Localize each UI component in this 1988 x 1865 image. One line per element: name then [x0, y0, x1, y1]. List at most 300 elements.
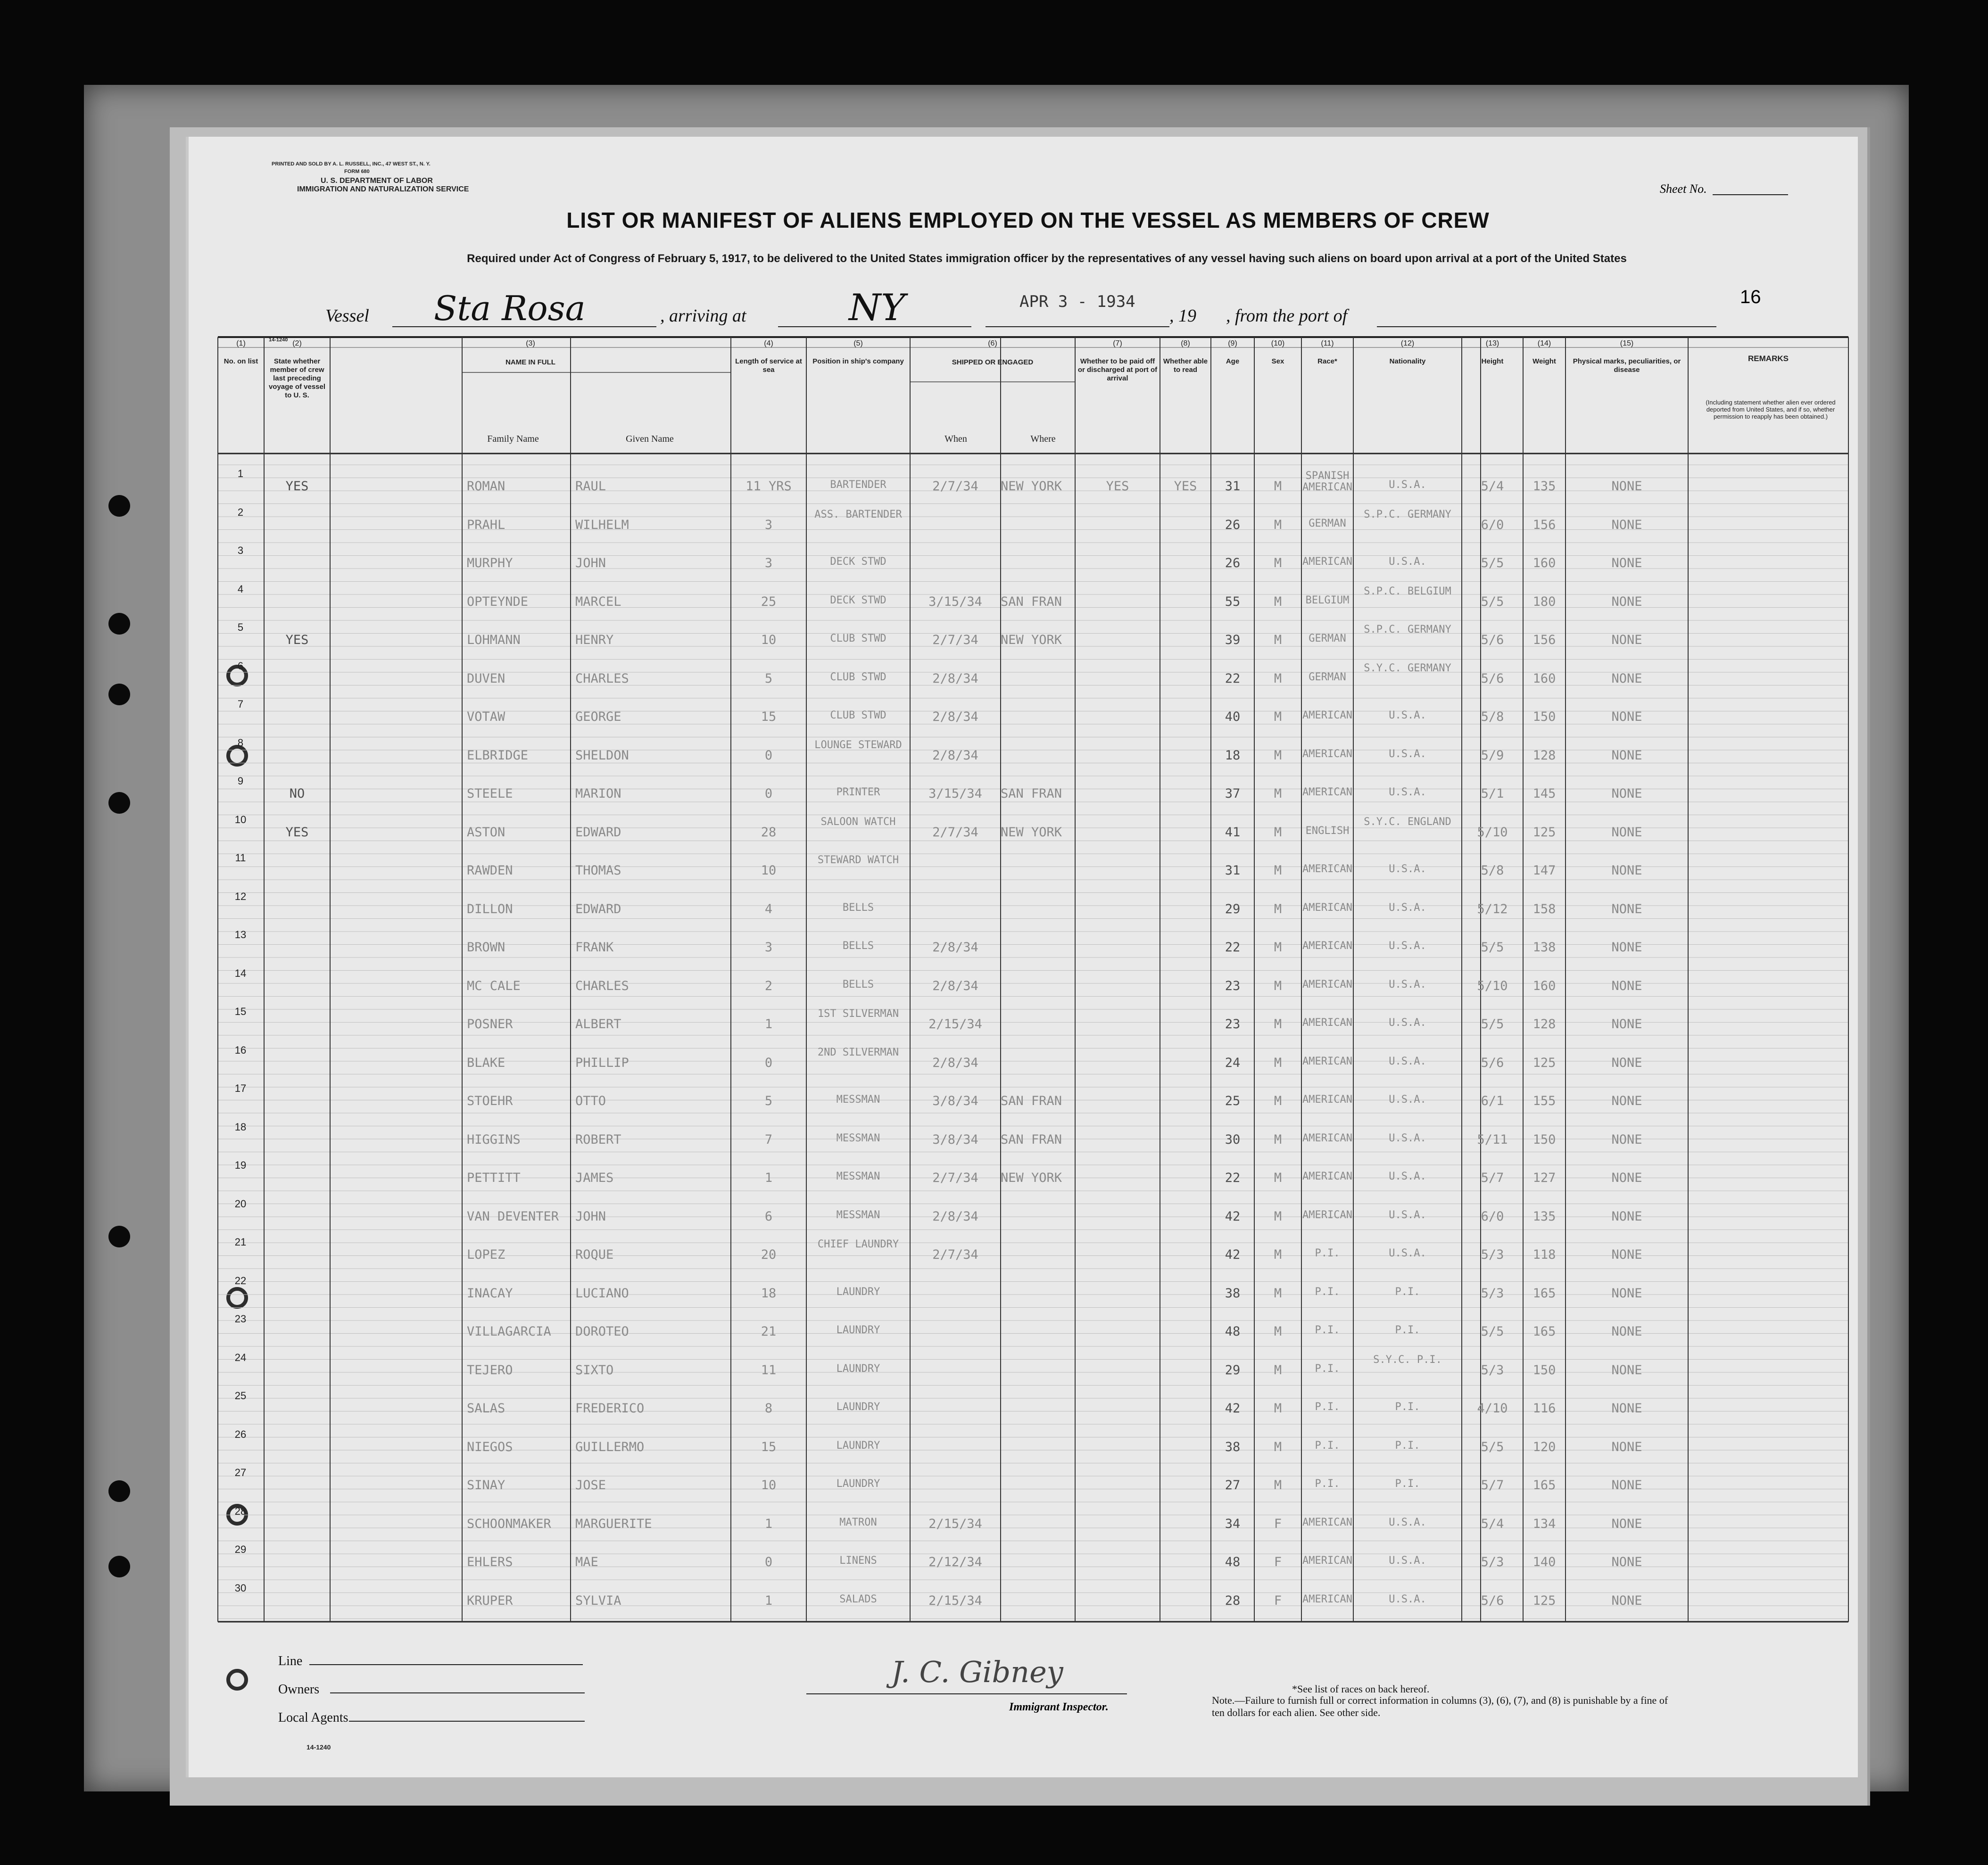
family-name-cell: LOHMANN: [467, 633, 521, 647]
given-name-cell: JOHN: [575, 556, 606, 570]
nationality-cell: U.S.A.: [1389, 978, 1426, 990]
height-cell: 5/5: [1481, 1439, 1504, 1454]
column-number: (6): [988, 339, 997, 347]
height-cell: 5/5: [1481, 1017, 1504, 1032]
race-cell: AMERICAN: [1302, 1516, 1352, 1528]
row-number: 14: [234, 967, 247, 979]
position-cell: LAUNDRY: [836, 1401, 880, 1413]
physical-marks-cell: NONE: [1611, 556, 1642, 570]
column-header: Race*: [1317, 357, 1337, 365]
nationality-cell: S.Y.C. ENGLAND: [1364, 816, 1451, 828]
position-cell: MESSMAN: [836, 1094, 880, 1106]
shipped-when-cell: 2/7/34: [932, 1171, 978, 1185]
owners-fill-line: [330, 1692, 585, 1693]
physical-marks-cell: NONE: [1611, 1555, 1642, 1569]
given-name-cell: ROBERT: [575, 1132, 621, 1147]
nationality-cell: S.P.C. GERMANY: [1364, 508, 1451, 520]
height-cell: 6/0: [1481, 1209, 1504, 1224]
race-cell: AMERICAN: [1302, 863, 1352, 875]
nationality-cell: U.S.A.: [1389, 786, 1426, 798]
given-name-cell: MAE: [575, 1555, 598, 1569]
family-name-cell: POSNER: [467, 1017, 513, 1032]
service-length-cell: 0: [764, 1055, 773, 1070]
row-number: 2: [237, 506, 244, 518]
physical-marks-cell: NONE: [1611, 710, 1642, 724]
row-number: 22: [234, 1274, 247, 1287]
column-header: Nationality: [1389, 357, 1426, 365]
weight-cell: 165: [1532, 1324, 1556, 1339]
family-name-cell: DILLON: [467, 901, 513, 916]
physical-marks-cell: NONE: [1611, 633, 1642, 647]
column-header: State whether member of crew last preceding voyage of vessel to U. S.: [268, 357, 326, 399]
given-name-cell: EDWARD: [575, 901, 621, 916]
physical-marks-cell: NONE: [1611, 671, 1642, 686]
sex-cell: M: [1274, 556, 1282, 570]
physical-marks-cell: NONE: [1611, 1439, 1642, 1454]
weight-cell: 150: [1532, 710, 1556, 724]
given-name-cell: OTTO: [575, 1094, 606, 1108]
family-name-cell: PRAHL: [467, 517, 505, 532]
sex-cell: F: [1274, 1555, 1282, 1569]
given-name-cell: ROQUE: [575, 1247, 614, 1262]
service-length-cell: 0: [764, 1555, 773, 1569]
paid-off-cell: YES: [1106, 479, 1129, 494]
immigrant-inspector-label: Immigrant Inspector.: [1009, 1701, 1109, 1713]
line-label: Line: [278, 1654, 303, 1668]
physical-marks-cell: NONE: [1611, 479, 1642, 494]
nationality-cell: U.S.A.: [1389, 1555, 1426, 1567]
given-name-cell: JOSE: [575, 1478, 606, 1493]
sex-cell: M: [1274, 1017, 1282, 1032]
shipped-where-cell: SAN FRAN: [1001, 786, 1062, 801]
position-cell: CLUB STWD: [830, 710, 886, 721]
shipped-when-cell: 3/8/34: [932, 1094, 978, 1108]
nationality-cell: U.S.A.: [1389, 1171, 1426, 1182]
row-number: 25: [234, 1390, 247, 1402]
family-name-cell: STOEHR: [467, 1094, 513, 1108]
height-cell: 5/8: [1481, 710, 1504, 724]
weight-cell: 160: [1532, 978, 1556, 993]
race-cell: ENGLISH: [1305, 825, 1350, 837]
shipped-where-cell: NEW YORK: [1001, 1171, 1062, 1185]
shipped-where-cell: SAN FRAN: [1001, 1132, 1062, 1147]
nationality-cell: U.S.A.: [1389, 1055, 1426, 1067]
nationality-cell: U.S.A.: [1389, 901, 1426, 914]
physical-marks-cell: NONE: [1611, 978, 1642, 993]
column-number: (11): [1321, 339, 1334, 347]
family-name-cell: MC CALE: [467, 978, 521, 993]
shipped-when-cell: 2/8/34: [932, 671, 978, 686]
family-name-cell: SINAY: [467, 1478, 505, 1493]
nationality-cell: U.S.A.: [1389, 940, 1426, 952]
age-cell: 40: [1225, 710, 1241, 724]
position-cell: DECK STWD: [830, 556, 886, 568]
position-cell: LOUNGE STEWARD: [814, 739, 902, 751]
column-header: Whether to be paid off or discharged at port of arrival: [1077, 357, 1158, 382]
nationality-cell: U.S.A.: [1389, 1247, 1426, 1259]
shipped-when-cell: 2/12/34: [928, 1555, 982, 1569]
row-number: 5: [237, 621, 244, 633]
sex-cell: M: [1274, 786, 1282, 801]
weight-cell: 145: [1532, 786, 1556, 801]
service-name: IMMIGRATION AND NATURALIZATION SERVICE: [297, 185, 469, 193]
physical-marks-cell: NONE: [1611, 1286, 1642, 1301]
column-header: No. on list: [224, 357, 258, 365]
height-cell: 5/6: [1481, 1593, 1504, 1608]
sex-cell: M: [1274, 671, 1282, 686]
height-cell: 6/1: [1481, 1094, 1504, 1108]
shipped-when-cell: 2/15/34: [928, 1017, 982, 1032]
sex-cell: M: [1274, 1478, 1282, 1493]
family-name-cell: INACAY: [467, 1286, 513, 1301]
service-length-cell: 0: [764, 786, 773, 801]
from-port-label: , from the port of: [1226, 306, 1348, 326]
race-cell: AMERICAN: [1302, 556, 1352, 568]
family-name-cell: BROWN: [467, 940, 505, 955]
given-name-cell: EDWARD: [575, 825, 621, 840]
row-number: 15: [234, 1006, 247, 1017]
given-name-cell: PHILLIP: [575, 1055, 629, 1070]
inspector-signature: J. C. Gibney: [891, 1655, 1063, 1689]
shipped-when-cell: 2/8/34: [932, 1209, 978, 1224]
race-cell: GERMAN: [1309, 633, 1346, 644]
given-name-cell: MARION: [575, 786, 621, 801]
sex-cell: M: [1274, 594, 1282, 609]
race-cell: AMERICAN: [1302, 1094, 1352, 1106]
physical-marks-cell: NONE: [1611, 1247, 1642, 1262]
remarks-note: (Including statement whether alien ever ordered deported from United States, and if so, whether permission to reapply has been obtained.): [1706, 399, 1836, 420]
row-number: 6: [237, 660, 244, 672]
service-length-cell: 0: [764, 748, 773, 763]
previous-voyage-cell: YES: [285, 825, 309, 840]
row-number: 16: [234, 1044, 247, 1056]
age-cell: 34: [1225, 1516, 1241, 1531]
given-name-cell: SHELDON: [575, 748, 629, 763]
owners-label: Owners: [278, 1682, 320, 1697]
service-length-cell: 28: [761, 825, 777, 840]
column-number: (7): [1113, 339, 1122, 347]
weight-cell: 150: [1532, 1362, 1556, 1378]
row-number: 12: [234, 890, 247, 902]
manifest-page: [186, 137, 1858, 1777]
weight-cell: 140: [1532, 1555, 1556, 1569]
physical-marks-cell: NONE: [1611, 901, 1642, 916]
age-cell: 31: [1225, 479, 1241, 494]
weight-cell: 156: [1532, 633, 1556, 647]
given-name-cell: CHARLES: [575, 671, 629, 686]
age-cell: 29: [1225, 1362, 1241, 1378]
row-number: 21: [234, 1236, 247, 1248]
row-number: 1: [237, 468, 244, 479]
height-cell: 5/9: [1481, 748, 1504, 763]
family-name-cell: BLAKE: [467, 1055, 505, 1070]
nationality-cell: P.I.: [1395, 1401, 1420, 1413]
sex-cell: F: [1274, 1516, 1282, 1531]
shipped-when-cell: 2/7/34: [932, 1247, 978, 1262]
manifest-table-grid: [189, 137, 1858, 1777]
position-cell: SALADS: [839, 1593, 877, 1605]
where-subheader: Where: [1030, 434, 1056, 444]
column-number: (5): [853, 339, 863, 347]
race-cell: AMERICAN: [1302, 748, 1352, 760]
age-cell: 42: [1225, 1247, 1241, 1262]
form-code-top: 14-1240: [269, 337, 288, 343]
column-header: Whether able to read: [1163, 357, 1208, 374]
binder-hole-icon: [108, 613, 130, 635]
row-number: 17: [234, 1082, 247, 1094]
physical-marks-cell: NONE: [1611, 825, 1642, 840]
given-name-cell: FREDERICO: [575, 1401, 645, 1416]
nationality-cell: U.S.A.: [1389, 556, 1426, 568]
family-name-subheader: Family Name: [487, 434, 539, 444]
sex-cell: M: [1274, 1132, 1282, 1147]
service-length-cell: 4: [764, 901, 773, 916]
race-cell: P.I.: [1315, 1401, 1340, 1413]
binder-hole-icon: [108, 684, 130, 705]
race-cell: GERMAN: [1309, 671, 1346, 683]
physical-marks-cell: NONE: [1611, 940, 1642, 955]
row-number: 20: [234, 1197, 247, 1210]
service-length-cell: 11: [761, 1362, 777, 1378]
age-cell: 48: [1225, 1324, 1241, 1339]
nationality-cell: P.I.: [1395, 1286, 1420, 1298]
service-length-cell: 11 YRS: [746, 479, 792, 494]
height-cell: 5/5: [1481, 940, 1504, 955]
height-cell: 5/1: [1481, 786, 1504, 801]
race-cell: P.I.: [1315, 1439, 1340, 1452]
races-note: *See list of races on back hereof.: [1292, 1683, 1430, 1695]
given-name-cell: JOHN: [575, 1209, 606, 1224]
height-cell: 5/5: [1481, 594, 1504, 609]
shipped-when-cell: 2/15/34: [928, 1593, 982, 1608]
column-header: Length of service at sea: [735, 357, 802, 374]
age-cell: 18: [1225, 748, 1241, 763]
column-number: (10): [1271, 339, 1285, 347]
race-cell: AMERICAN: [1302, 1017, 1352, 1029]
year-label: , 19: [1169, 306, 1196, 326]
physical-marks-cell: NONE: [1611, 517, 1642, 532]
age-cell: 22: [1225, 671, 1241, 686]
sheet-number-label: Sheet No.: [1660, 182, 1707, 196]
height-cell: 5/3: [1481, 1362, 1504, 1378]
position-cell: BELLS: [842, 978, 874, 990]
shipped-when-cell: 2/8/34: [932, 710, 978, 724]
given-name-cell: ALBERT: [575, 1017, 621, 1032]
physical-marks-cell: NONE: [1611, 1017, 1642, 1032]
sex-cell: M: [1274, 1324, 1282, 1339]
position-cell: STEWARD WATCH: [817, 854, 899, 866]
service-length-cell: 5: [764, 671, 773, 686]
race-cell: P.I.: [1315, 1324, 1340, 1336]
row-number: 3: [237, 545, 244, 556]
height-cell: 5/5: [1481, 556, 1504, 570]
service-length-cell: 15: [761, 710, 777, 724]
race-cell: AMERICAN: [1302, 978, 1352, 990]
physical-marks-cell: NONE: [1611, 1132, 1642, 1147]
signature-line: [806, 1693, 1127, 1694]
sex-cell: M: [1274, 825, 1282, 840]
service-length-cell: 3: [764, 556, 773, 570]
nationality-cell: P.I.: [1395, 1439, 1420, 1452]
physical-marks-cell: NONE: [1611, 1516, 1642, 1531]
column-number: (8): [1181, 339, 1190, 347]
race-cell: AMERICAN: [1302, 940, 1352, 952]
arriving-label: , arriving at: [660, 306, 746, 326]
weight-cell: 128: [1532, 748, 1556, 763]
column-header: Age: [1226, 357, 1240, 365]
physical-marks-cell: NONE: [1611, 1171, 1642, 1185]
column-number: (14): [1537, 339, 1551, 347]
position-cell: LAUNDRY: [836, 1324, 880, 1336]
row-number: 30: [234, 1582, 247, 1594]
given-name-cell: MARCEL: [575, 594, 621, 609]
column-header: NAME IN FULL: [505, 358, 555, 366]
age-cell: 39: [1225, 633, 1241, 647]
given-name-cell: GEORGE: [575, 710, 621, 724]
position-cell: LAUNDRY: [836, 1286, 880, 1298]
printer-line: PRINTED AND SOLD BY A. L. RUSSELL, INC., 47 WEST ST., N. Y.: [272, 161, 431, 167]
service-length-cell: 5: [764, 1094, 773, 1108]
column-header: REMARKS: [1748, 354, 1789, 363]
weight-cell: 150: [1532, 1132, 1556, 1147]
shipped-when-cell: 2/8/34: [932, 748, 978, 763]
age-cell: 25: [1225, 1094, 1241, 1108]
nationality-cell: U.S.A.: [1389, 1593, 1426, 1605]
race-cell: AMERICAN: [1302, 901, 1352, 914]
age-cell: 23: [1225, 1017, 1241, 1032]
height-cell: 4/10: [1477, 1401, 1508, 1416]
family-name-cell: ASTON: [467, 825, 505, 840]
age-cell: 26: [1225, 556, 1241, 570]
nationality-cell: U.S.A.: [1389, 710, 1426, 721]
height-cell: 5/3: [1481, 1247, 1504, 1262]
service-length-cell: 1: [764, 1171, 773, 1185]
service-length-cell: 21: [761, 1324, 777, 1339]
weight-cell: 116: [1532, 1401, 1556, 1416]
nationality-cell: S.P.C. GERMANY: [1364, 624, 1451, 635]
race-cell: AMERICAN: [1302, 1209, 1352, 1221]
row-number: 11: [235, 852, 246, 864]
age-cell: 22: [1225, 940, 1241, 955]
sex-cell: M: [1274, 1401, 1282, 1416]
race-cell: AMERICAN: [1302, 1593, 1352, 1605]
nationality-cell: U.S.A.: [1389, 1132, 1426, 1144]
given-name-cell: RAUL: [575, 479, 606, 494]
nationality-cell: U.S.A.: [1389, 863, 1426, 875]
given-name-cell: GUILLERMO: [575, 1439, 645, 1454]
sex-cell: M: [1274, 517, 1282, 532]
service-length-cell: 10: [761, 863, 777, 878]
race-cell: P.I.: [1315, 1362, 1340, 1375]
weight-cell: 155: [1532, 1094, 1556, 1108]
height-cell: 5/7: [1481, 1171, 1504, 1185]
given-name-cell: THOMAS: [575, 863, 621, 878]
weight-cell: 120: [1532, 1439, 1556, 1454]
physical-marks-cell: NONE: [1611, 1401, 1642, 1416]
column-number: (3): [526, 339, 535, 347]
given-name-cell: SIXTO: [575, 1362, 614, 1378]
family-name-cell: LOPEZ: [467, 1247, 505, 1262]
column-header: Height: [1481, 357, 1504, 365]
service-length-cell: 1: [764, 1017, 773, 1032]
physical-marks-cell: NONE: [1611, 594, 1642, 609]
sex-cell: M: [1274, 748, 1282, 763]
height-cell: 5/11: [1477, 1132, 1508, 1147]
age-cell: 23: [1225, 978, 1241, 993]
service-length-cell: 7: [764, 1132, 773, 1147]
row-number: 23: [234, 1313, 247, 1325]
sex-cell: F: [1274, 1593, 1282, 1608]
height-cell: 5/6: [1481, 1055, 1504, 1070]
service-length-cell: 6: [764, 1209, 773, 1224]
sex-cell: M: [1274, 710, 1282, 724]
previous-voyage-cell: YES: [285, 479, 309, 494]
weight-cell: 147: [1532, 863, 1556, 878]
weight-cell: 127: [1532, 1171, 1556, 1185]
row-number: 4: [237, 583, 244, 595]
position-cell: MESSMAN: [836, 1132, 880, 1144]
penalty-note: Note.—Failure to furnish full or correct information in columns (3), (6), (7), and (8) is punishable by a fine of ten dollars for each alien. See other side.: [1212, 1694, 1668, 1718]
shipped-when-cell: 2/8/34: [932, 940, 978, 955]
weight-cell: 125: [1532, 825, 1556, 840]
nationality-cell: S.Y.C. GERMANY: [1364, 662, 1451, 674]
age-cell: 42: [1225, 1209, 1241, 1224]
age-cell: 38: [1225, 1286, 1241, 1301]
sex-cell: M: [1274, 901, 1282, 916]
age-cell: 37: [1225, 786, 1241, 801]
race-cell: AMERICAN: [1302, 710, 1352, 721]
row-number: 19: [234, 1159, 247, 1171]
height-cell: 5/6: [1481, 633, 1504, 647]
weight-cell: 135: [1532, 479, 1556, 494]
form-number: FORM 680: [344, 169, 370, 174]
age-cell: 27: [1225, 1478, 1241, 1493]
weight-cell: 135: [1532, 1209, 1556, 1224]
weight-cell: 138: [1532, 940, 1556, 955]
binder-hole-icon: [108, 1226, 130, 1247]
height-cell: 5/6: [1481, 671, 1504, 686]
service-length-cell: 8: [764, 1401, 773, 1416]
physical-marks-cell: NONE: [1611, 1209, 1642, 1224]
local-agents-label: Local Agents: [278, 1710, 348, 1725]
race-cell: P.I.: [1315, 1286, 1340, 1298]
able-to-read-cell: YES: [1174, 479, 1197, 494]
service-length-cell: 1: [764, 1593, 773, 1608]
column-header: Physical marks, peculiarities, or disease: [1573, 357, 1681, 374]
position-cell: CLUB STWD: [830, 671, 886, 683]
service-length-cell: 10: [761, 1478, 777, 1493]
sex-cell: M: [1274, 1171, 1282, 1185]
previous-voyage-cell: YES: [285, 633, 309, 647]
row-number: 27: [234, 1467, 247, 1478]
position-cell: MATRON: [839, 1516, 877, 1528]
family-name-cell: ROMAN: [467, 479, 505, 494]
sex-cell: M: [1274, 1055, 1282, 1070]
row-number: 26: [234, 1428, 247, 1440]
row-number: 8: [237, 736, 244, 749]
height-cell: 5/3: [1481, 1286, 1504, 1301]
row-number: 28: [234, 1505, 247, 1517]
position-cell: MESSMAN: [836, 1209, 880, 1221]
page-number: 16: [1740, 287, 1761, 307]
service-length-cell: 10: [761, 633, 777, 647]
weight-cell: 160: [1532, 671, 1556, 686]
vessel-name-handwritten: Sta Rosa: [434, 289, 586, 328]
agents-fill-line: [349, 1721, 585, 1722]
physical-marks-cell: NONE: [1611, 748, 1642, 763]
race-cell: GERMAN: [1309, 517, 1346, 529]
row-number: 9: [237, 775, 244, 787]
